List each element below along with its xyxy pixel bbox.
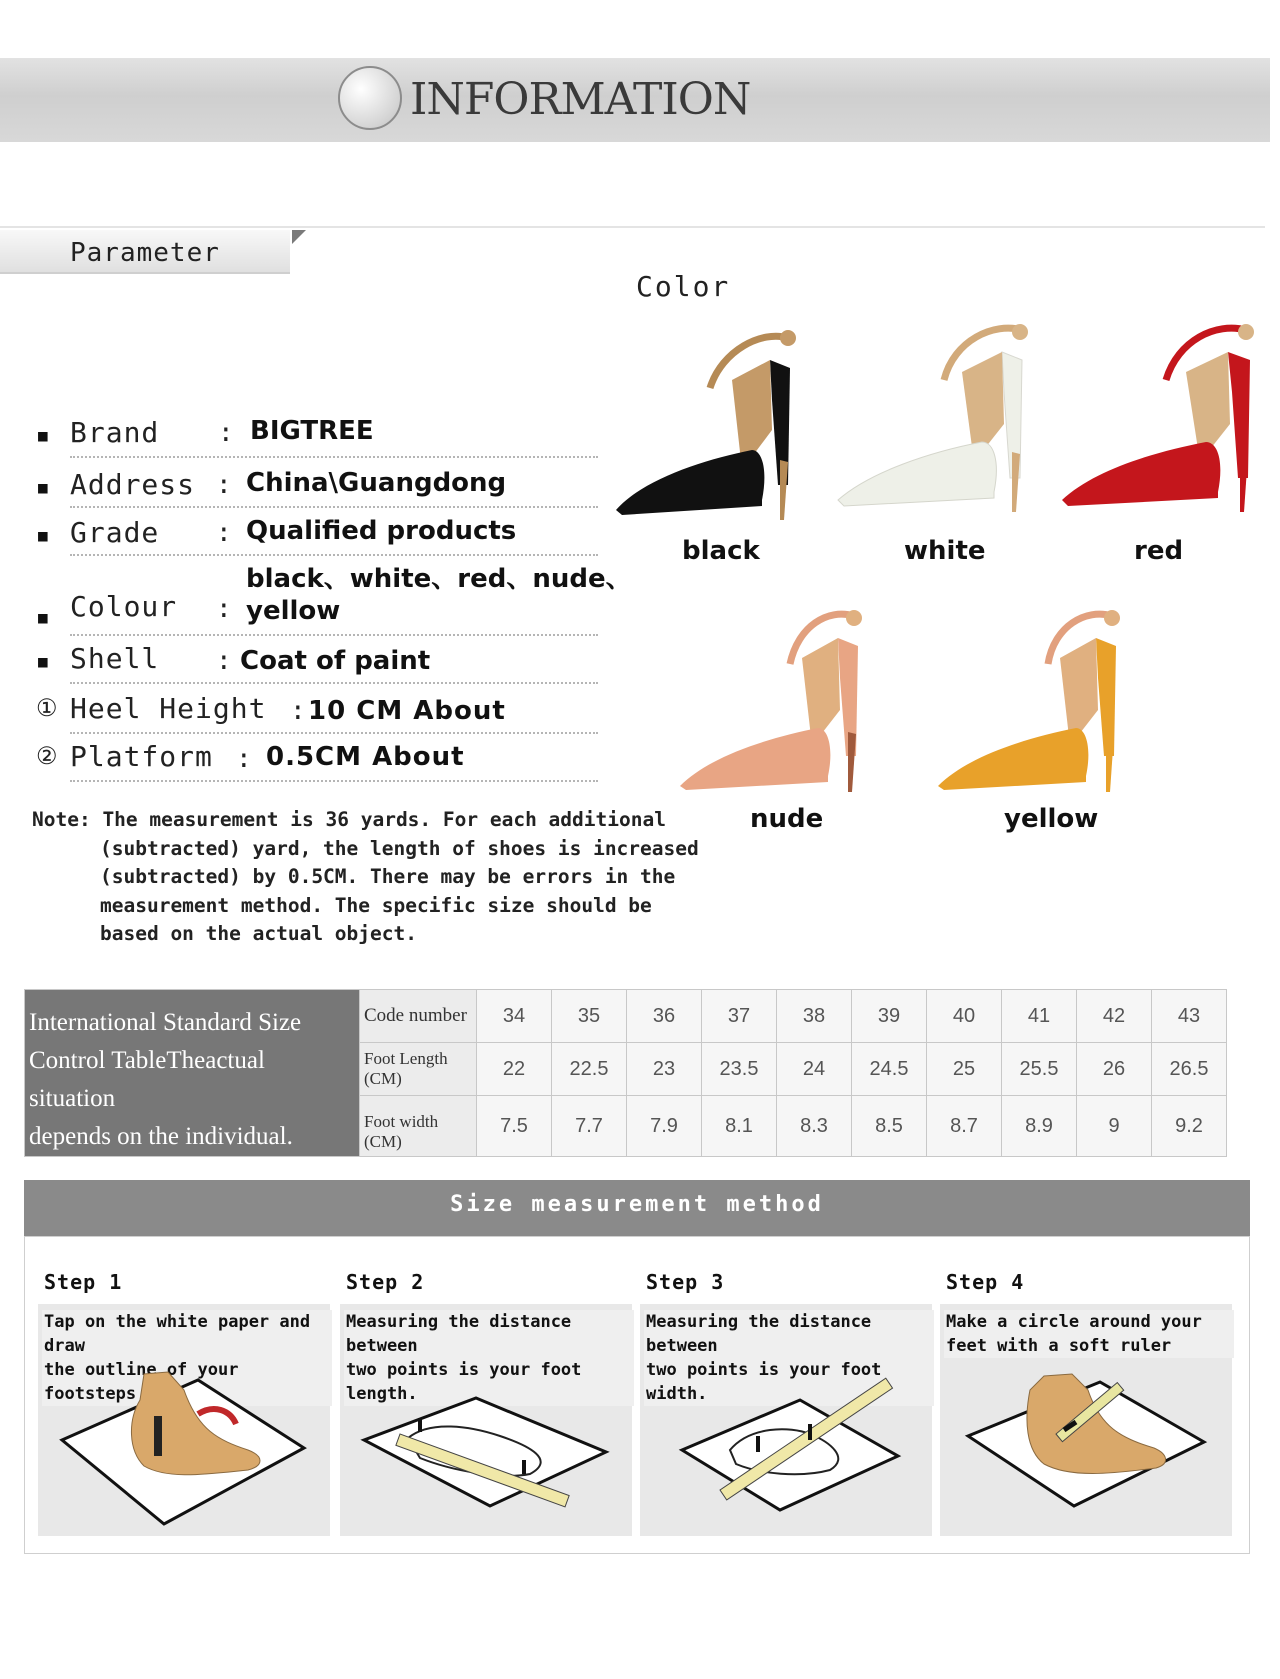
param-value: 0.5CM About	[266, 742, 465, 772]
param-colon: :	[216, 594, 232, 624]
dotted-divider	[70, 634, 598, 636]
circled-number-icon: ②	[36, 742, 58, 770]
table-cell: 39	[852, 990, 927, 1043]
shoe-image-yellow[interactable]	[936, 586, 1146, 796]
param-key: Address	[70, 468, 196, 501]
bullet-icon: ■	[38, 526, 48, 545]
param-value: Qualified products	[246, 516, 517, 546]
table-cell: 36	[627, 990, 702, 1043]
table-cell: 22.5	[552, 1043, 627, 1096]
step-description	[944, 1310, 1234, 1358]
shoe-heel	[1240, 452, 1248, 512]
param-colon: :	[218, 418, 234, 448]
note-line: based on the actual object.	[100, 922, 417, 945]
note-line: measurement method. The specific size should be	[100, 893, 652, 917]
step-desc-line: Measuring the distance between	[646, 1312, 872, 1356]
shoe-body	[1062, 442, 1220, 506]
ruler-length-illustration	[360, 1370, 610, 1530]
param-key: Brand	[70, 416, 160, 449]
param-value: yellow	[246, 596, 341, 626]
table-cell: 9.2	[1152, 1096, 1227, 1157]
step-title: Step 3	[646, 1270, 725, 1294]
shoe-body	[838, 442, 996, 506]
shoe-label-nude: nude	[750, 804, 824, 834]
shoe-image-red[interactable]	[1060, 300, 1270, 515]
param-colon: :	[216, 518, 232, 548]
table-cell: 8.9	[1002, 1096, 1077, 1157]
param-value: China\Guangdong	[246, 468, 507, 498]
bullet-icon: ■	[38, 426, 48, 445]
shoe-body	[616, 450, 764, 515]
param-value-line1: black、white、red、nude、	[246, 564, 632, 594]
shoe-heel	[1012, 452, 1020, 512]
note-line: (subtracted) yard, the length of shoes is increased	[100, 836, 699, 860]
table-cell: 41	[1002, 990, 1077, 1043]
table-cell: 25	[927, 1043, 1002, 1096]
shoe-label-white: white	[904, 536, 986, 566]
soft-ruler-illustration	[960, 1370, 1210, 1530]
step-title: Step 4	[946, 1270, 1025, 1294]
row-header-code-number: Code number	[360, 990, 477, 1043]
dotted-divider	[70, 506, 598, 508]
param-key: Platform	[70, 740, 213, 773]
table-cell: 8.5	[852, 1096, 927, 1157]
step-desc-line: Make a circle around your	[946, 1312, 1202, 1332]
dotted-divider	[70, 456, 598, 458]
ruler-width-illustration	[660, 1370, 910, 1530]
param-colon: :	[216, 646, 232, 676]
intro-line: depends on the individual.	[29, 1123, 293, 1150]
bullet-icon: ■	[38, 652, 48, 671]
param-value: Coat of paint	[240, 646, 431, 676]
divider	[0, 226, 1265, 228]
table-cell: 26.5	[1152, 1043, 1227, 1096]
tab-corner-icon	[292, 230, 306, 244]
bullet-icon: ■	[38, 608, 48, 627]
intro-line: Control TableTheactual situation	[29, 1047, 265, 1112]
param-colon: :	[216, 470, 232, 500]
step-desc-line: two points is your foot width.	[646, 1360, 882, 1404]
table-cell: 43	[1152, 990, 1227, 1043]
shoe-buckle	[780, 330, 796, 346]
param-colon: :	[236, 744, 252, 774]
param-colon: :	[290, 696, 306, 726]
step-desc-line: Measuring the distance between	[346, 1312, 572, 1356]
table-cell: 22	[477, 1043, 552, 1096]
table-cell: 26	[1077, 1043, 1152, 1096]
size-table	[24, 989, 1227, 1157]
foot-outline-illustration	[58, 1370, 308, 1530]
param-value: 10 CM About	[308, 696, 506, 726]
param-key: Heel Height	[70, 692, 267, 725]
bullet-icon: ■	[38, 478, 48, 497]
table-cell: 42	[1077, 990, 1152, 1043]
note-line: Note: The measurement is 36 yards. For each additional	[32, 808, 666, 831]
dotted-divider	[70, 554, 598, 556]
table-cell: 8.1	[702, 1096, 777, 1157]
size-note	[32, 806, 699, 949]
table-cell: 23	[627, 1043, 702, 1096]
table-cell: 8.3	[777, 1096, 852, 1157]
shoe-buckle	[1012, 324, 1028, 340]
note-line: (subtracted) by 0.5CM. There may be errors in the	[100, 865, 676, 888]
circled-number-icon: ①	[36, 694, 58, 722]
pencil-icon	[154, 1416, 162, 1456]
table-cell: 34	[477, 990, 552, 1043]
shoe-buckle	[1238, 324, 1254, 340]
step-desc-line: two points is your foot length.	[346, 1360, 582, 1404]
table-row	[25, 990, 1227, 1043]
table-cell: 7.9	[627, 1096, 702, 1157]
step-desc-line: Tap on the white paper and draw	[44, 1312, 311, 1356]
shoe-label-yellow: yellow	[1004, 804, 1099, 834]
param-key: Colour	[70, 590, 178, 623]
step-desc-line: the outline of your footsteps	[44, 1360, 239, 1404]
table-cell: 23.5	[702, 1043, 777, 1096]
page-title: INFORMATION	[410, 74, 751, 125]
shoe-heel	[848, 732, 856, 792]
table-cell: 25.5	[1002, 1043, 1077, 1096]
shoe-buckle	[1104, 610, 1120, 626]
table-cell: 24.5	[852, 1043, 927, 1096]
dotted-divider	[70, 732, 598, 734]
circle-ornament-icon	[338, 66, 402, 130]
paper-sheet	[364, 1398, 606, 1506]
shoe-image-nude[interactable]	[678, 586, 888, 796]
table-cell: 24	[777, 1043, 852, 1096]
parameter-tab-label: Parameter	[70, 238, 220, 268]
table-cell: 38	[777, 990, 852, 1043]
shoe-heel	[780, 460, 788, 520]
param-key: Grade	[70, 516, 160, 549]
shoe-heel	[1106, 732, 1114, 792]
shoe-image-white[interactable]	[834, 300, 1044, 515]
dotted-divider	[70, 780, 598, 782]
step-title: Step 1	[44, 1270, 123, 1294]
shoe-body	[680, 728, 830, 790]
shoe-label-red: red	[1134, 536, 1184, 566]
table-cell: 7.7	[552, 1096, 627, 1157]
shoe-buckle	[846, 610, 862, 626]
step-title: Step 2	[346, 1270, 425, 1294]
step-desc-line: feet with a soft ruler	[946, 1336, 1172, 1356]
intro-line: International Standard Size	[29, 1009, 302, 1036]
shoe-body	[938, 728, 1088, 790]
param-value: BIGTREE	[250, 416, 374, 446]
table-cell: 8.7	[927, 1096, 1002, 1157]
shoe-image-black[interactable]	[612, 310, 812, 520]
color-title: Color	[636, 270, 731, 303]
method-title: Size measurement method	[450, 1192, 824, 1217]
table-cell: 40	[927, 990, 1002, 1043]
param-key: Shell	[70, 642, 160, 675]
shoe-label-black: black	[682, 536, 760, 566]
table-cell: 9	[1077, 1096, 1152, 1157]
row-header-foot-length: Foot Length (CM)	[360, 1043, 477, 1096]
size-table-intro	[25, 990, 360, 1157]
table-cell: 7.5	[477, 1096, 552, 1157]
dotted-divider	[70, 682, 598, 684]
row-header-foot-width: Foot width (CM)	[360, 1096, 477, 1157]
table-cell: 35	[552, 990, 627, 1043]
table-cell: 37	[702, 990, 777, 1043]
